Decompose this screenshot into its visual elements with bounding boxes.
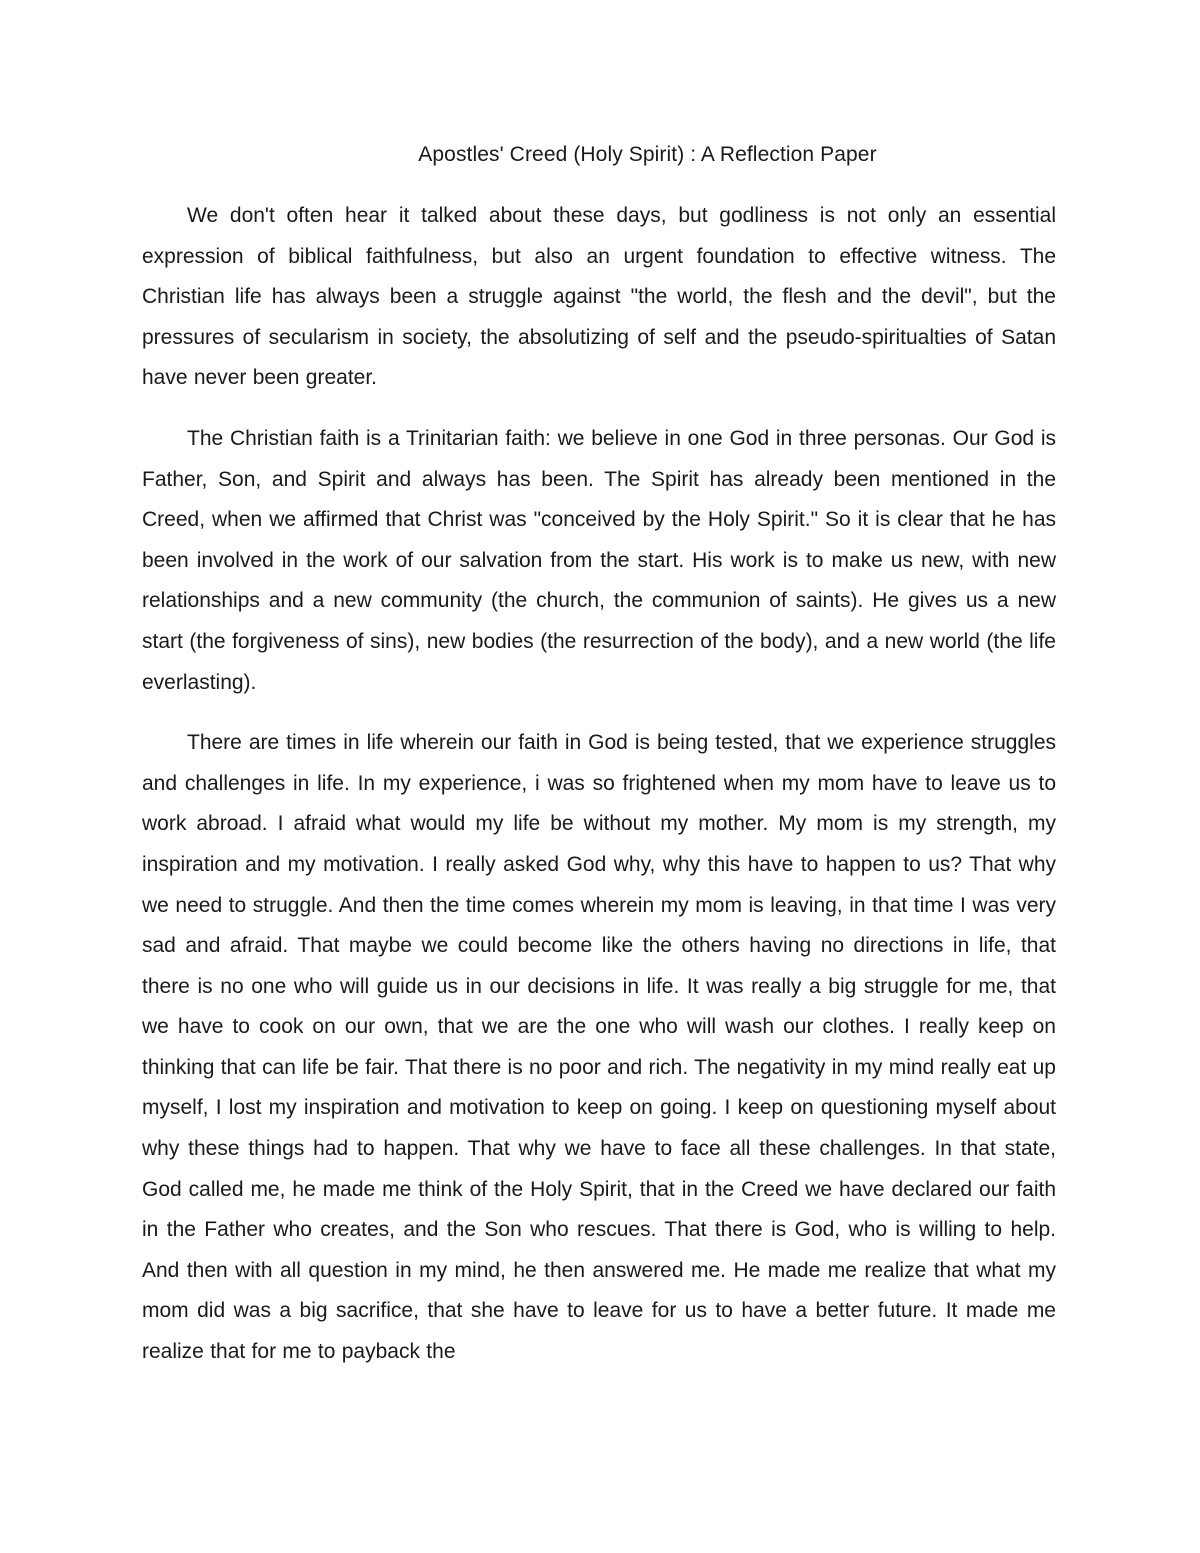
paragraph-3: There are times in life wherein our faith in God is being tested, that we experience struggles and challenges in life. In my experience, i was so frightened when my mom have to leave us to work abroad. I afraid what would my life be without my mother. My mom is my strength, my inspiration and my motivation. I really asked God why, why this have to happen to us? That why we need to struggle. And then the time comes wherein my mom is leaving, in that time I was very sad and afraid. That maybe we could become like the others having no directions in life, that there is no one who will guide us in our decisions in life. It was really a big struggle for me, that we have to cook on our own, that we are the one who will wash our clothes. I really keep on thinking that can life be fair. That there is no poor and rich. The negativity in my mind really eat up myself, I lost my inspiration and motivation to keep on going. I keep on questioning myself about why these things had to happen. That why we have to face all these challenges. In that state, God called me, he made me think of the Holy Spirit, that in the Creed we have declared our faith in the Father who creates, and the Son who rescues. That there is God, who is willing to help. And then with all question in my mind, he then answered me. He made me realize that what my mom did was a big sacrifice, that she have to leave for us to have a better future. It made me realize that for me to payback the [142,731,1056,1364]
paragraph-2: The Christian faith is a Trinitarian faith: we believe in one God in three personas. Our God is Father, Son, and Spirit and always has been. The Spirit has already been mentioned in the Creed, when we affirmed that Christ was "conceived by the Holy Spirit." So it is clear that he has been involved in the work of our salvation from the start. His work is to make us new, with new relationships and a new community (the church, the communion of saints). He gives us a new start (the forgiveness of sins), new bodies (the resurrection of the body), and a new world (the life everlasting). [142,426,1056,694]
document-body [142,196,1056,1393]
paragraph-1: We don't often hear it talked about these days, but godliness is not only an essential expression of biblical faithfulness, but also an urgent foundation to effective witness. The Christian life has always been a struggle against "the world, the flesh and the devil", but the pressures of secularism in society, the absolutizing of self and the pseudo-spiritualties of Satan have never been greater. [142,204,1056,390]
document-title: Apostles' Creed (Holy Spirit) : A Reflection Paper [418,143,877,166]
